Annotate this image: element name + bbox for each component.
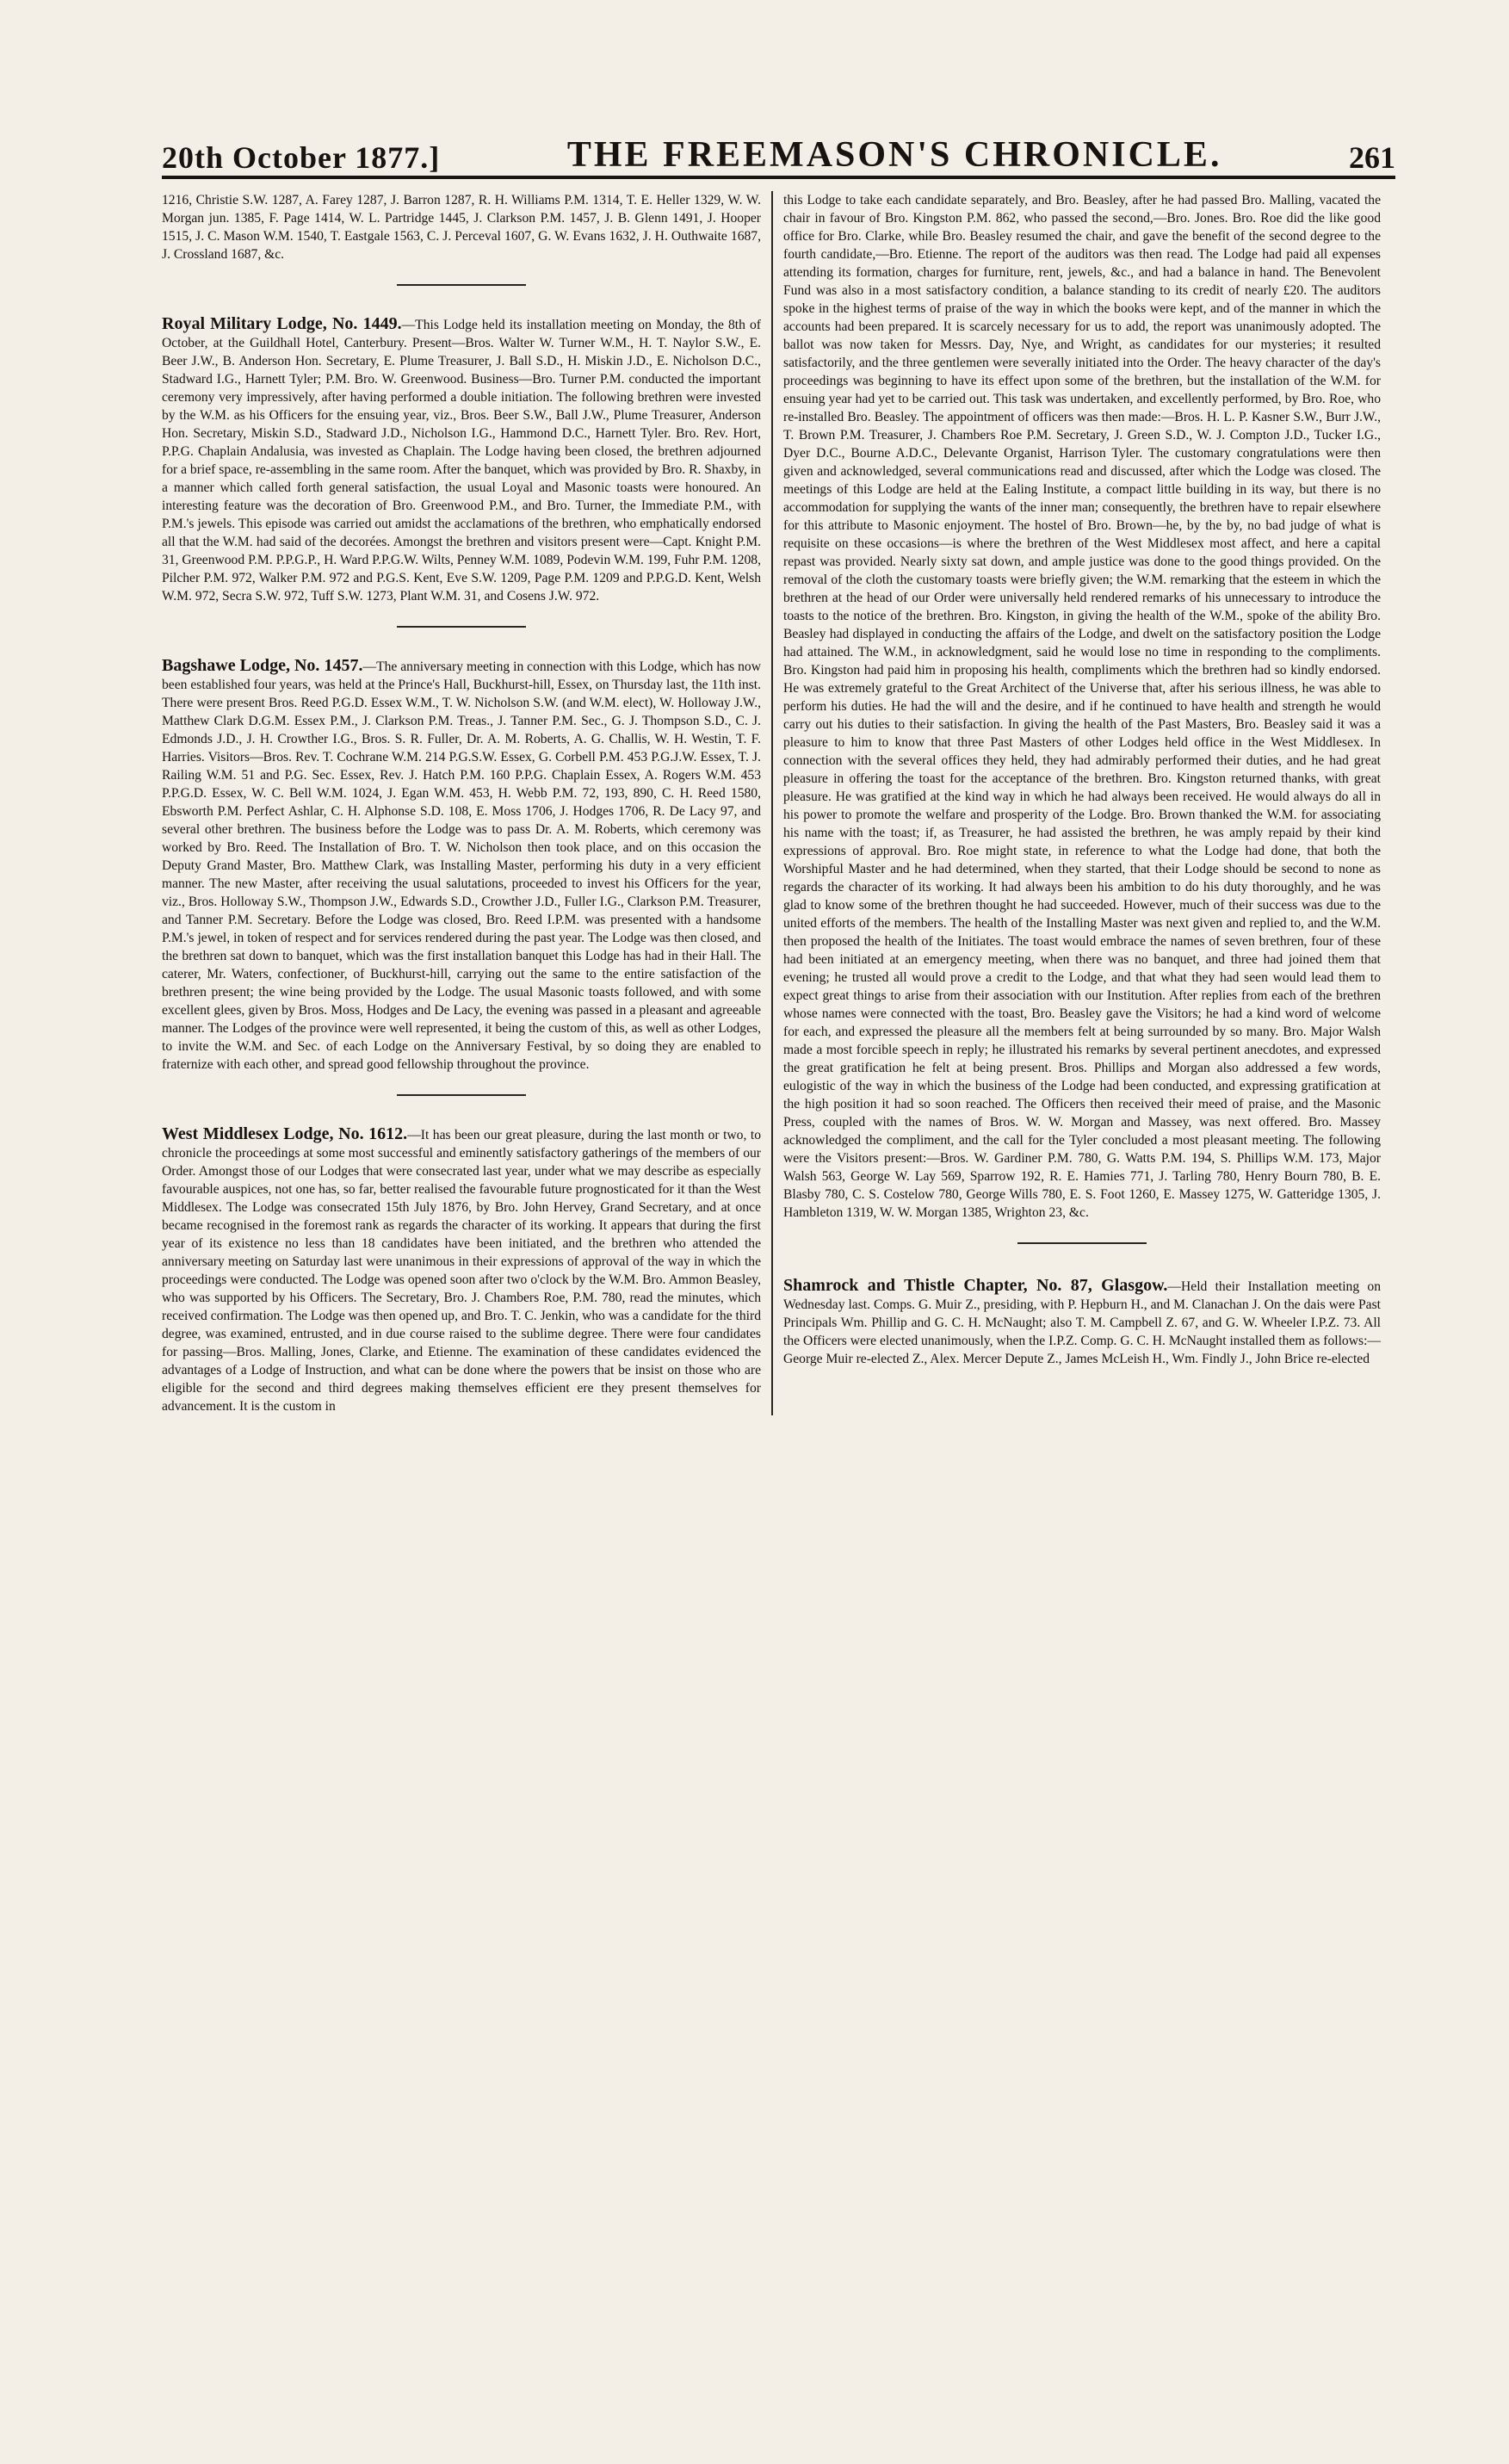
left-column	[162, 191, 771, 1415]
royal-military-text: —This Lodge held its installation meeting on Monday, the 8th of October, at the Guildhall Hotel, Canterbury. Present—Bros. Walter W. Turner W.M., H. T. Naylor S.W., E. Beer J.W., B. Anderson Hon. Secretary, E. Plume Treasurer, J. Ball S.D., H. Miskin J.D., E. Nicholson D.C., Stadward I.G., Harnett Tyler; P.M. Bro. W. Greenwood. Business—Bro. Turner P.M. conducted the important ceremony very impressively, after having performed a double initiation. The following brethren were invested by the W.M. as his Officers for the ensuing year, viz., Bros. Beer S.W., Ball J.W., Plume Treasurer, Anderson Hon. Secretary, Miskin S.D., Stadward J.D., Nicholson I.G., Hammond D.C., Harnett Tyler. Bro. Rev. Hort, P.P.G. Chaplain Andalusia, was invested as Chaplain. The Lodge having been closed, the brethren adjourned for a brief space, re-assembling in the same room. After the banquet, which was provided by Bro. R. Shaxby, in a manner which called forth general satisfaction, the usual Loyal and Masonic toasts were honoured. An interesting feature was the decoration of Bro. Greenwood P.M., and Bro. Turner, the Immediate P.M., with P.M.'s jewels. This episode was carried out amidst the acclamations of the brethren, who emphatically endorsed all that the W.M. had said of the decorées. Amongst the brethren and visitors present were—Capt. Knight P.M. 31, Greenwood P.M. P.P.G.P., H. Ward P.P.G.W. Wilts, Penney W.M. 1089, Podevin W.M. 199, Fuhr P.M. 1208, Pilcher P.M. 972, Walker P.M. 972 and P.G.S. Kent, Eve S.W. 1209, Page P.M. 1209 and P.P.G.D. Kent, Welsh W.M. 972, Secra S.W. 972, Tuff S.W. 1273, Plant W.M. 31, and Cosens J.W. 972.	[162, 318, 761, 604]
royal-military-heading: Royal Military Lodge, No. 1449.	[162, 314, 402, 333]
royal-military-article	[162, 315, 761, 605]
west-middlesex-text: —It has been our great pleasure, during the last month or two, to chronicle the proceedings at some most successful and eminently satisfactory gatherings of the members of our Order. Amongst those of our Lodges that were consecrated last year, under what we may describe as especially favourable auspices, not one has, so far, better realised the favourable future prognosticated for it than the West Middlesex. The Lodge was consecrated 15th July 1876, by Bro. John Hervey, Grand Secretary, and at once became recognised in the foremost rank as regards the character of its working. It appears that during the first year of its existence no less than 18 candidates have been initiated, and the brethren who attended the anniversary meeting on Saturday last were unanimous in their expressions of approval of the way in which the proceedings were conducted. The Lodge was opened soon after two o'clock by the W.M. Bro. Ammon Beasley, who was supported by his Officers. The Secretary, Bro. J. Chambers Roe, P.M. 780, read the minutes, which received confirmation. The Lodge was then opened up, and Bro. T. C. Jenkin, who was a candidate for the third degree, was examined, entrusted, and in due course raised to the sublime degree. There were four candidates for passing—Bros. Malling, Jones, Clarke, and Etienne. The examination of these candidates evidenced the advantages of a Lodge of Instruction, and what can be done where the powers that be insist on those who are eligible for the second and third degrees making themselves efficient ere they present themselves for advancement. It is the custom in	[162, 1128, 761, 1414]
west-middlesex-continuation: this Lodge to take each candidate separately, and Bro. Beasley, after he had passed Bro. Malling, vacated the chair in favour of Bro. Kingston P.M. 862, who passed the second,—Bro. Jones. Bro. Roe did the like good office for Bro. Clarke, while Bro. Beasley resumed the chair, and gave the benefit of the second degree to the fourth candidate,—Bro. Etienne. The report of the auditors was then read. The Lodge had paid all expenses attending its formation, charges for furniture, rent, jewels, &c., and had a balance in hand. The Benevolent Fund was also in a most satisfactory condition, a balance standing to its credit of nearly £20. The auditors spoke in the highest terms of praise of the way in which the books were kept, and of the manner in which the accounts had been prepared. It is scarcely necessary for us to add, the report was unanimously adopted. The ballot was now taken for Messrs. Day, Nye, and Wright, as candidates for our mysteries; it resulted satisfactorily, and the three gentlemen were severally initiated into the Order. The heavy character of the day's proceedings was beginning to have its effect upon some of the brethren, but the installation of the W.M. for ensuing year had yet to be carried out. This task was undertaken, and excellently performed, by Bro. Roe, who re-installed Bro. Beasley. The appointment of officers was then made:—Bros. H. L. P. Kasner S.W., Burr J.W., T. Brown P.M. Treasurer, J. Chambers Roe P.M. Secretary, J. Green S.D., W. J. Compton J.D., Tucker I.G., Dyer D.C., Bourne A.D.C., Delevante Organist, Harrison Tyler. The customary congratulations were then given and acknowledged, several communications read and discussed, after which the Lodge was closed. The meetings of this Lodge are held at the Ealing Institute, a compact little building in its way, but there is no accommodation for supplying the wants of the inner man; consequently, the brethren have to repair elsewhere for this attribute to Masonic enjoyment. The hostel of Bro. Brown—he, by the by, no bad judge of what is requisite on these occasions—is where the brethren of the West Middlesex most affect, and here a capital repast was provided. Nearly sixty sat down, and ample justice was done to the good things provided. On the removal of the cloth the customary toasts were briefly given; the W.M. remarking that the esteem in which the brethren at the head of our Order were universally held rendered remarks of his unnecessary to introduce the toasts to the notice of the brethren. Bro. Kingston, in giving the health of the W.M., spoke of the ability Bro. Beasley had displayed in conducting the affairs of the Lodge, and dwelt on the satisfactory position the Lodge had attained. The W.M., in acknowledgment, said he would lose no time in responding to the compliments. Bro. Kingston had paid him in proposing his health, compliments which the brethren had so kindly endorsed. He was extremely grateful to the Great Architect of the Universe that, after his serious illness, he was able to perform his duties. He had the will and the desire, and if he continued to have health and strength he would carry out his duties to their satisfaction. In giving the health of the Past Masters, Bro. Beasley said it was a pleasure to him to know that three Past Masters of other Lodges held office in the West Middlesex. In connection with the several offices they held, they had admirably performed their duties, and he had great pleasure in offering the toast for the acceptance of the brethren. Bro. Kingston returned thanks, with great pleasure. He was gratified at the kind way in which he had always been received. He would always do all in his power to promote the welfare and prosperity of the Lodge. Bro. Brown thanked the W.M. for associating his name with the toast; if, as Treasurer, he had assisted the brethren, he was amply repaid by their kind expressions of approval. Bro. Roe might state, in reference to what the Lodge had done, that both the Worshipful Master and he had determined, when they started, that their Lodge should be second to none as regards the character of its working. It had always been his ambition to do his duty thoroughly, and he was glad to know some of the brethren thought he had succeeded. However, much of their success was due to the united efforts of the members. The health of the Installing Master was next given and replied to, and the W.M. then proposed the health of the Initiates. The toast would embrace the names of seven brethren, four of these had been initiated at an emergency meeting, when there was no banquet, and three had joined them that evening; he trusted all would prove a credit to the Lodge, and that what they had seen would lead them to expect great things to arise from their association with our Institution. After replies from each of the brethren whose names were connected with the toast, Bro. Beasley gave the Visitors; he had a kind word of welcome for each, and expressed the pleasure all the members felt at being surrounded by so many. Bro. Major Walsh made a most forcible speech in reply; he illustrated his remarks by several pertinent anecdotes, and expressed the great gratification he felt at being present. Bros. Phillips and Morgan also addressed a few words, eulogistic of the way in which the business of the Lodge had been conducted, and expressing gratification at the high position it had so soon reached. The Officers then received their meed of praise, and the Masonic Press, coupled with the names of Bros. W. W. Morgan and Massey, was next offered. Bro. Massey acknowledged the compliment, and the call for the Tyler concluded a most pleasant meeting. The following were the Visitors present:—Bros. W. Gardiner P.M. 780, G. Watts P.M. 194, S. Phillips W.M. 173, Major Walsh 563, George W. Lay 569, Sparrow 192, R. E. Hamies 771, J. Tarling 780, Henry Bourn 780, B. E. Blasby 780, C. S. Costelow 780, George Wills 780, E. S. Foot 1260, E. Massey 1275, W. Gatteridge 1305, J. Hambleton 1319, W. W. Morgan 1385, Wrighton 23, &c.	[783, 193, 1381, 1220]
bagshawe-article	[162, 657, 761, 1074]
section-divider	[397, 626, 526, 628]
publication-title: THE FREEMASON'S CHRONICLE.	[566, 135, 1222, 175]
issue-date: 20th October 1877.]	[162, 140, 441, 175]
right-column	[771, 191, 1381, 1415]
page-number: 261	[1349, 140, 1395, 175]
masthead	[162, 117, 1395, 179]
bagshawe-heading: Bagshawe Lodge, No. 1457.	[162, 656, 363, 675]
bagshawe-text: —The anniversary meeting in connection with this Lodge, which has now been established four years, was held at the Prince's Hall, Buckhurst-hill, Essex, on Thursday last, the 11th inst. There were present Bros. Reed P.G.D. Essex W.M., T. W. Nicholson S.W. (and W.M. elect), W. Holloway J.W., Matthew Clark D.G.M. Essex P.M., J. Clarkson P.M. Treas., J. Tanner P.M. Sec., G. J. Thompson S.D., C. J. Edmonds J.D., J. H. Crowther I.G., Bros. S. R. Fuller, Dr. A. M. Roberts, A. G. Challis, W. H. Westin, T. F. Harries. Visitors—Bros. Rev. T. Cochrane W.M. 214 P.G.S.W. Essex, G. Corbell P.M. 453 P.G.J.W. Essex, T. J. Railing W.M. 51 and P.G. Sec. Essex, Rev. J. Hatch P.M. 160 P.P.G. Chaplain Essex, A. Rogers W.M. 453 P.P.G.D. Essex, W. C. Bell W.M. 1024, J. Egan W.M. 453, H. Webb P.M. 72, 193, 890, C. H. Reed 1580, Ebsworth P.M. Perfect Ashlar, C. H. Alphonse S.D. 108, E. Moss 1706, J. Hodges 1706, R. De Lacy 97, and several other brethren. The business before the Lodge was to pass Dr. A. M. Roberts, which ceremony was worked by Bro. Reed. The Installation of Bro. T. W. Nicholson then took place, and on this occasion the Deputy Grand Master, Bro. Matthew Clark, was Installing Master, performing his duty in a very efficient manner. The new Master, after receiving the usual salutations, proceeded to invest his Officers for the year, viz., Bros. Holloway S.W., Thompson J.W., Edwards S.D., Crowther J.D., Fuller I.G., Clarkson P.M. Treasurer, and Tanner P.M. Secretary. Before the Lodge was closed, Bro. Reed I.P.M. was presented with a handsome P.M.'s jewel, in token of respect and for services rendered during the past year. The Lodge was then closed, and the brethren sat down to banquet, which was the first installation banquet this Lodge has had in their Hall. The caterer, Mr. Waters, confectioner, of Buckhurst-hill, carrying out the same to the entire satisfaction of the brethren present; the wine being provided by the Lodge. The usual Masonic toasts followed, and with some excellent glees, given by Bros. Moss, Hodges and De Lacy, the evening was passed in a pleasant and agreeable manner. The Lodges of the province were well represented, it being the custom of this, as well as other Lodges, to invite the W.M. and Sec. of each Lodge on the Anniversary Festival, by so doing they are enabled to fraternize with each other, and spread good fellowship throughout the province.	[162, 659, 761, 1072]
section-divider	[397, 284, 526, 286]
section-divider	[397, 1094, 526, 1096]
article-columns	[162, 191, 1395, 1415]
shamrock-article	[783, 1277, 1381, 1368]
shamrock-heading: Shamrock and Thistle Chapter, No. 87, Glasgow.	[783, 1276, 1168, 1295]
shamrock-text: —Held their Installation meeting on Wednesday last. Comps. G. Muir Z., presiding, with P. Hepburn H., and M. Clanachan J. On the dais were Past Principals Wm. Phillip and G. C. H. McNaught; also T. M. Campbell Z. 67, and G. W. Wheeler I.P.Z. 73. All the Officers were elected unanimously, when the I.P.Z. Comp. G. C. H. McNaught installed them as follows:—George Muir re-elected Z., Alex. Mercer Depute Z., James McLeish H., Wm. Findly J., John Brice re-elected	[783, 1279, 1381, 1366]
intro-paragraph: 1216, Christie S.W. 1287, A. Farey 1287, J. Barron 1287, R. H. Williams P.M. 1314, T. E. Heller 1329, W. W. Morgan jun. 1385, F. Page 1414, W. L. Partridge 1445, J. Clarkson P.M. 1457, J. B. Glenn 1491, J. Hooper 1515, J. C. Mason W.M. 1540, T. Eastgale 1563, C. J. Perceval 1607, G. W. Evans 1632, J. H. Outhwaite 1687, J. Crossland 1687, &c.	[162, 193, 761, 262]
section-divider	[1017, 1242, 1147, 1244]
west-middlesex-heading: West Middlesex Lodge, No. 1612.	[162, 1124, 408, 1143]
west-middlesex-article	[162, 1125, 761, 1415]
